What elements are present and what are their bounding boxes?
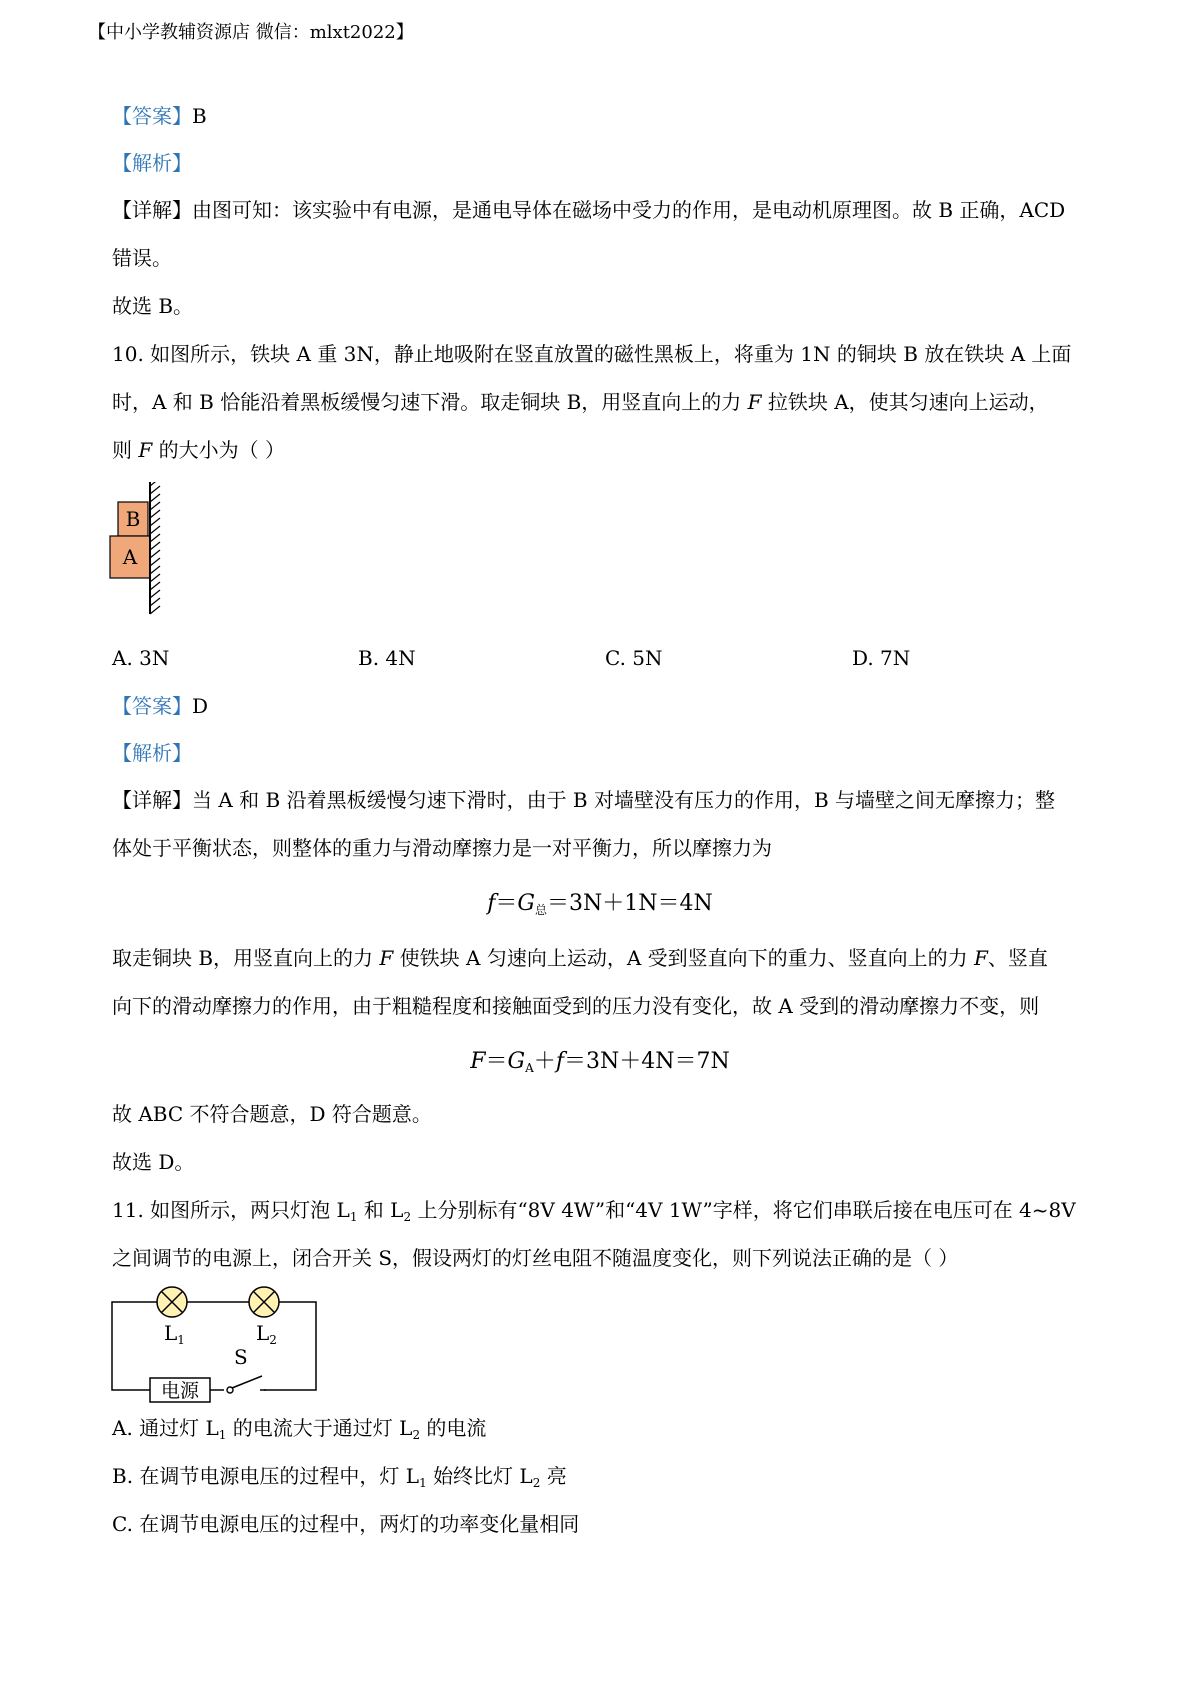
q10-analysis-tag: 【解析】 (112, 741, 192, 765)
option-text: A. 通过灯 L (112, 1416, 219, 1440)
option-b: B. 4N (358, 646, 416, 670)
q10-conclusion2: 故选 D。 (112, 1150, 195, 1174)
hatch-stroke (150, 550, 160, 558)
hatch-stroke (150, 486, 160, 494)
answer-tag: 【答案】 (112, 104, 192, 128)
lamp-l2-label: $L_2$ (256, 1321, 277, 1347)
detail-text: 取走铜块 B，用竖直向上的力 (112, 946, 380, 970)
detail-tag: 【详解】 (112, 788, 192, 812)
stem-text: 上分别标有“8V 4W”和“4V 1W”字样，将它们串联后接在电压可在 4~8V (411, 1198, 1076, 1222)
hatch-stroke (150, 542, 160, 550)
lamp-l2-icon (249, 1287, 279, 1317)
hatch-stroke (150, 590, 160, 598)
block-a-label: A (122, 545, 138, 569)
detail-text: 由图可知：该实验中有电源，是通电导体在磁场中受力的作用，是电动机原理图。故 B 正确，ACD (192, 198, 1066, 222)
q11-option-a (112, 1414, 1112, 1449)
q10-detail-line1 (112, 786, 1112, 814)
hatch-stroke (150, 502, 160, 510)
circuit-wire (112, 1302, 316, 1390)
force-symbol: F (379, 946, 394, 970)
wall-hatching (150, 482, 160, 614)
stem-text: 11. 如图所示，两只灯泡 L (112, 1198, 350, 1222)
eq-sign: ＋ (533, 1049, 556, 1074)
q10-detail-line2: 体处于平衡状态，则整体的重力与滑动摩擦力是一对平衡力，所以摩擦力为 (112, 836, 772, 860)
subscript: 2 (403, 1210, 412, 1224)
stem-text: 的大小为（ ） (152, 438, 285, 462)
hatch-stroke (150, 566, 160, 574)
switch-label: S (234, 1345, 248, 1369)
detail-text: 使铁块 A 匀速向上运动，A 受到竖直向下的重力、竖直向上的力 (393, 946, 974, 970)
option-a: A. 3N (112, 646, 170, 670)
subscript: 1 (349, 1210, 358, 1224)
q9-detail-line1 (112, 196, 1112, 224)
hatch-stroke (150, 518, 160, 526)
option-text: B. 在调节电源电压的过程中，灯 L (112, 1464, 420, 1488)
hatch-stroke (150, 482, 160, 486)
stem-text: 拉铁块 A，使其匀速向上运动， (761, 390, 1049, 414)
hatch-stroke (150, 598, 160, 606)
blocks-on-wall-figure (108, 482, 178, 618)
subscript: 1 (419, 1476, 427, 1490)
hatch-stroke (150, 510, 160, 518)
option-c: C. 5N (605, 646, 663, 670)
stem-text: 和 L (357, 1198, 404, 1222)
block-b-label: B (125, 507, 141, 531)
hatch-stroke (150, 558, 160, 566)
hatch-stroke (150, 526, 160, 534)
option-text: 始终比灯 L (426, 1464, 533, 1488)
detail-text: 当 A 和 B 沿着黑板缓慢匀速下滑时，由于 B 对墙壁没有压力的作用，B 与墙壁之间无摩擦力；整 (192, 788, 1056, 812)
lamp-l1-icon (157, 1287, 187, 1317)
lamp-l1-label: $L_1$ (164, 1321, 185, 1347)
subscript: 2 (412, 1428, 421, 1442)
q9-answer (112, 102, 1112, 130)
eq-symbol: G (517, 891, 535, 916)
hatch-stroke (150, 582, 160, 590)
power-source-label: 电源 (160, 1380, 200, 1402)
answer-value: D (192, 694, 209, 718)
hatch-stroke (150, 494, 160, 502)
q9-analysis-tag: 【解析】 (112, 151, 192, 175)
q10-stem-line3 (112, 436, 1112, 464)
subscript: 2 (532, 1476, 541, 1490)
hatch-stroke (150, 606, 160, 614)
force-symbol: F (747, 390, 762, 414)
eq-subscript: 总 (534, 903, 547, 917)
option-d: D. 7N (852, 646, 911, 670)
q10-stem-line2 (112, 388, 1112, 416)
eq-symbol: G (507, 1049, 526, 1074)
eq-subscript: A (525, 1061, 534, 1075)
q10-stem-line1: 10. 如图所示，铁块 A 重 3N，静止地吸附在竖直放置的磁性黑板上，将重为 1N 的铜块 B 放在铁块 A 上面 (112, 342, 1072, 366)
q11-option-b (112, 1462, 1112, 1497)
force-symbol: F (138, 438, 153, 462)
q10-answer (112, 692, 1112, 720)
force-symbol: F (974, 946, 988, 970)
stem-text: 时，A 和 B 恰能沿着黑板缓慢匀速下滑。取走铜块 B，用竖直向上的力 (112, 390, 748, 414)
eq-symbol: f (555, 1049, 564, 1074)
eq-rhs: ＝3N＋4N＝7N (563, 1049, 730, 1074)
hatch-stroke (150, 534, 160, 542)
eq-sign: ＝ (495, 891, 518, 916)
stem-text: 则 (112, 438, 139, 462)
option-text: 的电流大于通过灯 L (226, 1416, 413, 1440)
equation-friction (0, 886, 1200, 918)
eq-symbol: F (470, 1049, 486, 1074)
answer-tag: 【答案】 (112, 694, 192, 718)
option-text: 的电流 (420, 1416, 487, 1440)
circuit-diagram (106, 1284, 326, 1404)
eq-sign: ＝ (485, 1049, 508, 1074)
hatch-stroke (150, 574, 160, 582)
equation-force (0, 1044, 1200, 1075)
watermark: 【中小学教辅资源店 微信：mlxt2022】 (88, 22, 414, 43)
eq-rhs: ＝3N＋1N＝4N (547, 891, 713, 916)
q10-conclusion1: 故 ABC 不符合题意，D 符合题意。 (112, 1102, 432, 1126)
answer-value: B (192, 104, 207, 128)
q9-detail-line2: 错误。 (112, 246, 172, 270)
detail-tag: 【详解】 (112, 198, 192, 222)
subscript: 1 (218, 1428, 227, 1442)
eq-symbol: f (487, 891, 496, 916)
q9-conclusion: 故选 B。 (112, 294, 194, 318)
option-text: 亮 (540, 1464, 567, 1488)
q10-detail-line3 (112, 944, 1112, 972)
detail-text: 、竖直 (987, 946, 1048, 970)
q11-stem-line2: 之间调节的电源上，闭合开关 S，假设两灯的灯丝电阻不随温度变化，则下列说法正确的是（ ） (112, 1246, 959, 1270)
q11-option-c: C. 在调节电源电压的过程中，两灯的功率变化量相同 (112, 1512, 580, 1536)
q11-stem-line1 (112, 1196, 1112, 1231)
q10-detail-line4: 向下的滑动摩擦力的作用，由于粗糙程度和接触面受到的压力没有变化，故 A 受到的滑动摩擦力不变，则 (112, 994, 1040, 1018)
